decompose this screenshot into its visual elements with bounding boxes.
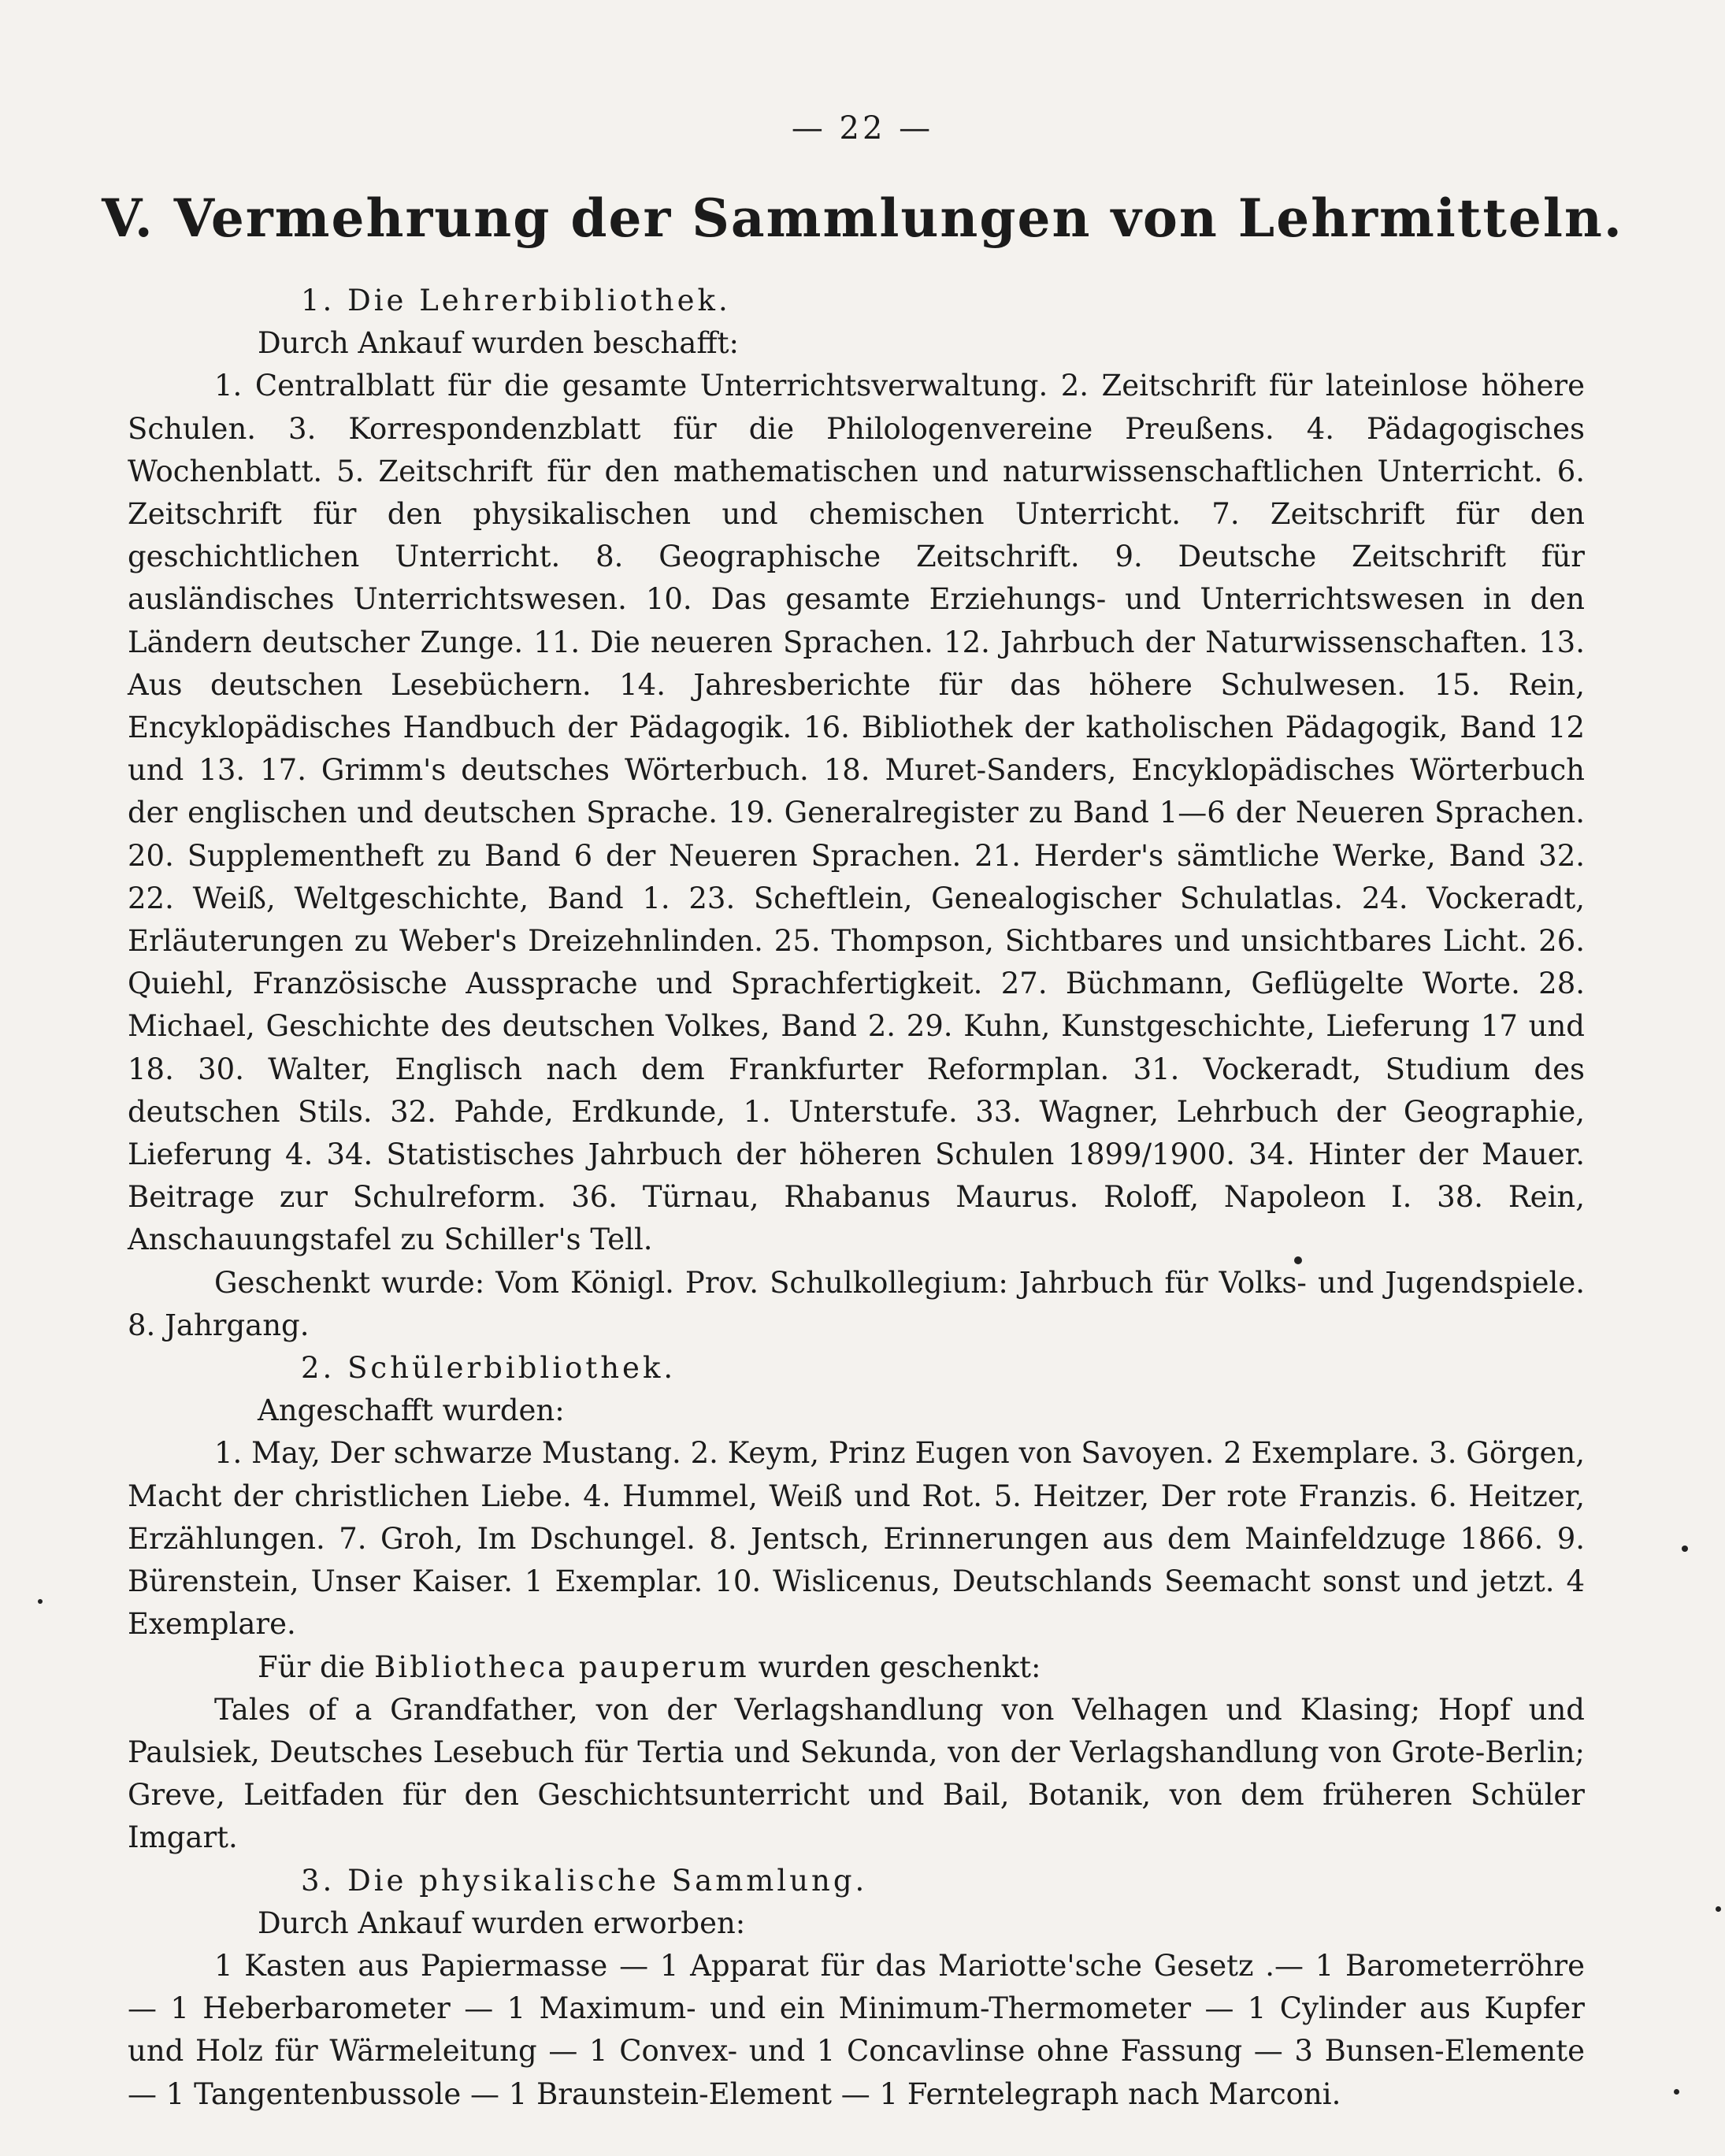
- acquired-list-lehrerbibliothek: 1. Centralblatt für die gesamte Unterrichtsverwaltung. 2. Zeitschrift für lateinlose höhere Schulen. 3. Korrespondenzblatt für die Philologenvereine Preußens. 4. Pädagogisches Wochenblatt. 5. Zeitschrift für den mathematischen und naturwissenschaftlichen Unterricht. 6. Zeitschrift für den physikalischen und chemischen Unterricht. 7. Zeitschrift für den geschichtlichen Unterricht. 8. Geographische Zeitschrift. 9. Deutsche Zeitschrift für ausländisches Unterrichtswesen. 10. Das gesamte Erziehungs- und Unterrichtswesen in den Ländern deutscher Zunge. 11. Die neueren Sprachen. 12. Jahrbuch der Naturwissenschaften. 13. Aus deutschen Lesebüchern. 14. Jahresberichte für das höhere Schulwesen. 15. Rein, Encyklopädisches Handbuch der Pädagogik. 16. Bibliothek der katholischen Pädagogik, Band 12 und 13. 17. Grimm's deutsches Wörterbuch. 18. Muret-Sanders, Encyklopädisches Wörterbuch der englischen und deutschen Sprache. 19. Generalregister zu Band 1—6 der Neueren Sprachen. 20. Supplementheft zu Band 6 der Neueren Sprachen. 21. Herder's sämtliche Werke, Band 32. 22. Weiß, Weltgeschichte, Band 1. 23. Scheftlein, Genealogischer Schulatlas. 24. Vockeradt, Erläuterungen zu Weber's Dreizehnlinden. 25. Thompson, Sichtbares und unsichtbares Licht. 26. Quiehl, Französische Aussprache und Sprachfertigkeit. 27. Büchmann, Geflügelte Worte. 28. Michael, Geschichte des deutschen Volkes, Band 2. 29. Kuhn, Kunstgeschichte, Lieferung 17 und 18. 30. Walter, Englisch nach dem Frankfurter Reformplan. 31. Vockeradt, Studium des deutschen Stils. 32. Pahde, Erdkunde, 1. Unterstufe. 33. Wagner, Lehrbuch der Geographie, Lieferung 4. 34. Statistisches Jahrbuch der höheren Schulen 1899/1900. 34. Hinter der Mauer. Beitrage zur Schulreform. 36. Türnau, Rhabanus Maurus. Roloff, Napoleon I. 38. Rein, Anschauungstafel zu Schiller's Tell.: [128, 369, 1585, 1257]
- acquired-label-schuelerbibliothek: Angeschafft wurden:: [258, 1393, 565, 1428]
- acquired-label-physik: Durch Ankauf wurden erworben:: [258, 1906, 746, 1940]
- acquired-label-lehrerbibliothek: Durch Ankauf wurden beschafft:: [258, 326, 739, 361]
- section-heading-physikalische-sammlung: 3. Die physikalische Sammlung.: [301, 1863, 868, 1898]
- scan-speck: [1294, 1256, 1302, 1264]
- gift-paragraph-lehrerbibliothek: Geschenkt wurde: Vom Königl. Prov. Schulkollegium: Jahrbuch für Volks- und Jugendspiele. 8. Jahrgang.: [128, 1265, 1585, 1342]
- scan-speck: [1682, 1546, 1688, 1552]
- section-heading-schuelerbibliothek: 2. Schülerbibliothek.: [301, 1351, 677, 1386]
- scan-speck: [1674, 2089, 1679, 2095]
- pauperum-list: [128, 1689, 1585, 1860]
- pauperum-label-suffix: wurden geschenkt:: [748, 1649, 1041, 1684]
- scan-speck: [1716, 1906, 1721, 1912]
- acquired-list-physik: 1 Kasten aus Papiermasse — 1 Apparat für das Mariotte'sche Gesetz .— 1 Barometerröhre — 1 Heberbarometer — 1 Maximum- und ein Minimum-Thermometer — 1 Cylinder aus Kupfer und Holz für Wärmeleitung — 1 Convex- und 1 Concavlinse ohne Fassung — 3 Bunsen-Elemente — 1 Tangentenbussole — 1 Braunstein-Element — 1 Ferntelegraph nach Marconi.: [128, 1948, 1585, 2111]
- document-body: [128, 280, 1585, 2116]
- page-title: V. Vermehrung der Sammlungen von Lehrmitteln.: [102, 187, 1623, 249]
- pauperum-label-latin: Bibliotheca pauperum: [374, 1649, 749, 1684]
- scan-speck: [38, 1599, 43, 1604]
- pauperum-label: [128, 1646, 1585, 1689]
- section-heading-lehrerbibliothek: 1. Die Lehrerbibliothek.: [301, 284, 731, 317]
- pauperum-label-prefix: Für die: [258, 1649, 375, 1684]
- pauperum-list-text: von der Verlagshandlung von Velhagen und Klasing; Hopf und Paulsiek, Deutsches Lesebuch für Tertia und Sekunda, von der Verlagshandlung von Grote-Berlin; Greve, Leitfaden für den Geschichtsunterricht und Bail, Botanik, von dem früheren Schüler Imgart.: [128, 1692, 1585, 1855]
- page-number: — 22 —: [791, 110, 934, 147]
- acquired-list-schuelerbibliothek: 1. May, Der schwarze Mustang. 2. Keym, Prinz Eugen von Savoyen. 2 Exemplare. 3. Görgen, Macht der christlichen Liebe. 4. Hummel, Weiß und Rot. 5. Heitzer, Der rote Franzis. 6. Heitzer, Erzählungen. 7. Groh, Im Dschungel. 8. Jentsch, Erinnerungen aus dem Mainfeldzuge 1866. 9. Bürenstein, Unser Kaiser. 1 Exemplar. 10. Wislicenus, Deutschlands Seemacht sonst und jetzt. 4 Exemplare.: [128, 1436, 1585, 1642]
- pauperum-list-latin-title: Tales of a Grandfather,: [214, 1692, 578, 1727]
